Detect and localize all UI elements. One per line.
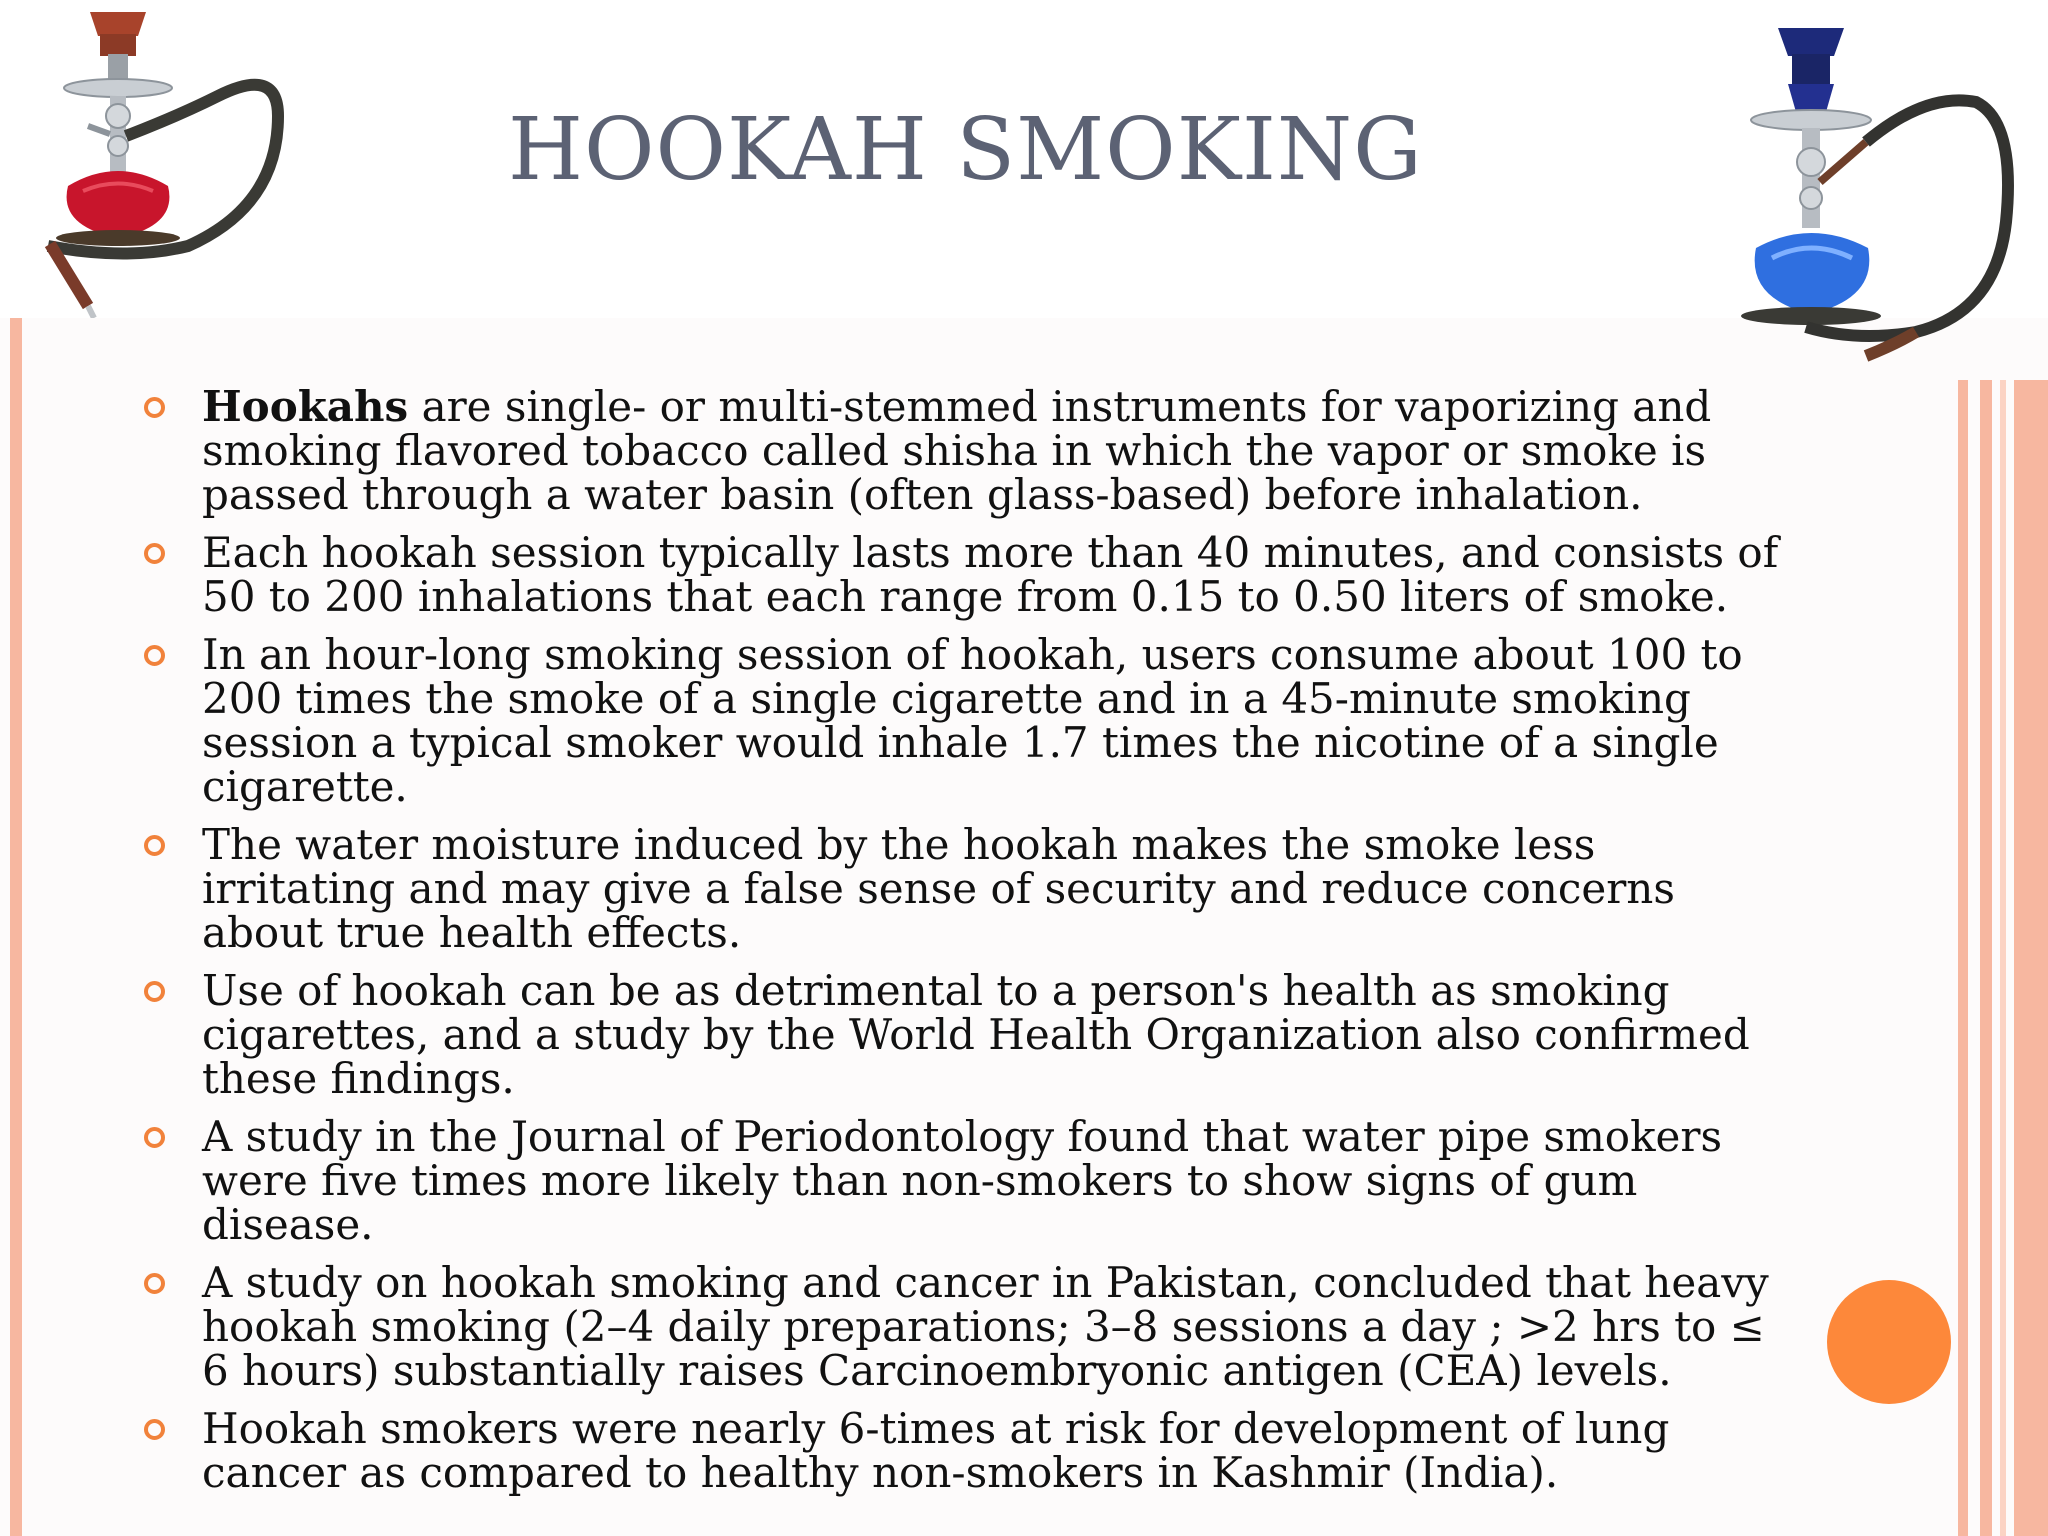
right-accent-stripe-2 [1980, 380, 1992, 1536]
bullet-text: The water moisture induced by the hookah makes the smoke less irritating and may give a false sense of security and reduce concerns about true health effects. [202, 820, 1675, 957]
left-accent-stripe [10, 318, 22, 1536]
bullet-item [140, 966, 1780, 1103]
blue-hookah-image [1736, 22, 2018, 362]
bullet-list [140, 382, 1780, 1509]
bullet-item [140, 630, 1780, 811]
bullet-text: Each hookah session typically lasts more than 40 minutes, and consists of 50 to 200 inhalations that each range from 0.15 to 0.50 liters of smoke. [202, 528, 1779, 621]
bullet-text: Use of hookah can be as detrimental to a person's health as smoking cigarettes, and a study by the World Health Organization also confirmed these findings. [202, 966, 1750, 1103]
bullet-ring-icon [144, 645, 165, 666]
bullet-text: A study on hookah smoking and cancer in Pakistan, concluded that heavy hookah smoking (2–4 daily preparations; 3–8 sessions a day ; >2 hrs to ≤ 6 hours) substantially raises Carcinoembryonic antigen (CEA) levels. [202, 1258, 1769, 1395]
bullet-ring-icon [144, 1273, 165, 1294]
bullet-item [140, 382, 1780, 519]
bullet-body: are single- or multi-stemmed instruments for vaporizing and smoking flavored tobacco called shisha in which the vapor or smoke is passed through a water basin (often glass-based) before inhalation. [202, 382, 1712, 519]
bullet-ring-icon [144, 981, 165, 1002]
bullet-ring-icon [144, 1419, 165, 1440]
bullet-item [140, 1112, 1780, 1249]
bullet-ring-icon [144, 835, 165, 856]
bullet-item [140, 1404, 1780, 1497]
orange-circle-decoration [1827, 1280, 1951, 1404]
bullet-text: Hookah smokers were nearly 6-times at risk for development of lung cancer as compared to healthy non-smokers in Kashmir (India). [202, 1404, 1670, 1497]
bullet-text: A study in the Journal of Periodontology found that water pipe smokers were five times more likely than non-smokers to show signs of gum disease. [202, 1112, 1723, 1249]
right-accent-stripe-1 [1958, 380, 1968, 1536]
bullet-text [202, 382, 1711, 519]
bullet-ring-icon [144, 1127, 165, 1148]
slide-title: HOOKAH SMOKING [508, 100, 1423, 200]
bullet-item [140, 1258, 1780, 1395]
right-accent-stripe-3 [2000, 380, 2006, 1536]
bullet-ring-icon [144, 543, 165, 564]
bullet-text: In an hour-long smoking session of hookah, users consume about 100 to 200 times the smoke of a single cigarette and in a 45-minute smoking session a typical smoker would inhale 1.7 times the nicotine of a single cigarette. [202, 630, 1743, 811]
right-accent-stripe-4 [2014, 380, 2048, 1536]
bullet-bold-term: Hookahs [202, 382, 409, 431]
bullet-ring-icon [144, 397, 165, 418]
bullet-item [140, 528, 1780, 621]
bullet-item [140, 820, 1780, 957]
red-hookah-image [28, 6, 298, 318]
